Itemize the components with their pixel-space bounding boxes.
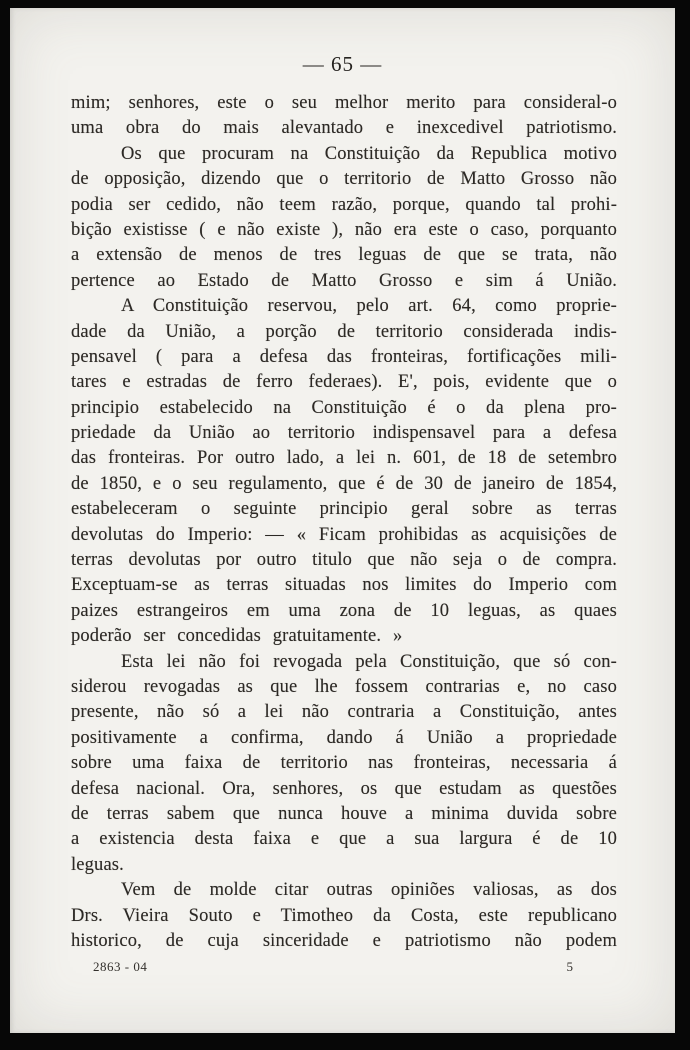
text-line: bição existisse ( e não existe ), não era este o caso, porquanto — [71, 219, 617, 240]
signature-page-number: 5 — [566, 959, 573, 974]
text-line: priedade da União ao territorio indispensavel para a defesa — [71, 423, 617, 444]
printer-signature: 2863 - 04 — [93, 959, 148, 974]
text-line: das fronteiras. Por outro lado, a lei n. 601, de 18 de setembro — [71, 448, 617, 469]
text-line: dade da União, a porção de territorio considerada indis- — [71, 321, 617, 342]
text-line: Os que procuram na Constituição da Republica motivo — [121, 143, 617, 164]
paragraph — [71, 878, 617, 954]
paragraph — [71, 142, 617, 294]
text-line: uma obra do mais alevantado e inexcedivel patriotismo. — [71, 118, 617, 139]
text-line: poderão ser concedidas gratuitamente. » — [71, 626, 403, 647]
text-line: mim; senhores, este o seu melhor merito para consideral-o — [71, 93, 617, 113]
text-line: presente, não só a lei não contraria a Constituição, antes — [71, 702, 617, 723]
text-line: defesa nacional. Ora, senhores, os que estudam as questões — [71, 778, 617, 799]
text-line: paizes estrangeiros em uma zona de 10 leguas, as quaes — [71, 600, 617, 621]
text-line: pensavel ( para a defesa das fronteiras, fortificações mili- — [71, 346, 617, 367]
text-block — [71, 91, 617, 954]
text-line: Esta lei não foi revogada pela Constituição, que só con- — [121, 651, 617, 672]
text-line: devolutas do Imperio: — « Ficam prohibidas as acquisições de — [71, 524, 617, 545]
text-line: podia ser cedido, não teem razão, porque, quando tal prohi- — [71, 194, 617, 215]
paragraph — [71, 91, 617, 142]
paragraph — [71, 294, 617, 649]
book-page — [10, 8, 675, 1033]
text-line: positivamente a confirma, dando á União a propriedade — [71, 727, 617, 748]
text-line: A Constituição reservou, pelo art. 64, como proprie- — [121, 296, 617, 317]
text-line: a extensão de menos de tres leguas de que se trata, não — [71, 245, 617, 266]
page-footer — [71, 959, 617, 975]
text-line: a existencia desta faixa e que a sua largura é de 10 — [71, 829, 617, 850]
text-line: historico, de cuja sinceridade e patriotismo não podem — [71, 930, 617, 951]
text-line: de terras sabem que nunca houve a minima duvida sobre — [71, 803, 617, 824]
text-line: Vem de molde citar outras opiniões valiosas, as dos — [121, 880, 617, 901]
text-line: de opposição, dizendo que o territorio de Matto Grosso não — [71, 169, 617, 190]
text-line: pertence ao Estado de Matto Grosso e sim á União. — [71, 270, 617, 291]
text-line: tares e estradas de ferro federaes). E', pois, evidente que o — [71, 372, 617, 393]
page-number-header: — 65 — — [302, 52, 383, 76]
text-line: principio estabelecido na Constituição é o da plena pro- — [71, 397, 617, 418]
paragraph — [71, 650, 617, 879]
text-line: Exceptuam-se as terras situadas nos limites do Imperio com — [71, 575, 617, 596]
text-line: leguas. — [71, 854, 124, 875]
text-line: de 1850, e o seu regulamento, que é de 30 de janeiro de 1854, — [71, 473, 617, 494]
text-line: siderou revogadas as que lhe fossem contrarias e, no caso — [71, 676, 617, 697]
text-line: terras devolutas por outro titulo que não seja o de compra. — [71, 550, 617, 571]
text-line: Drs. Vieira Souto e Timotheo da Costa, este republicano — [71, 905, 617, 926]
text-line: estabeleceram o seguinte principio geral sobre as terras — [71, 499, 617, 520]
text-line: sobre uma faixa de territorio nas fronteiras, necessaria á — [71, 753, 617, 774]
